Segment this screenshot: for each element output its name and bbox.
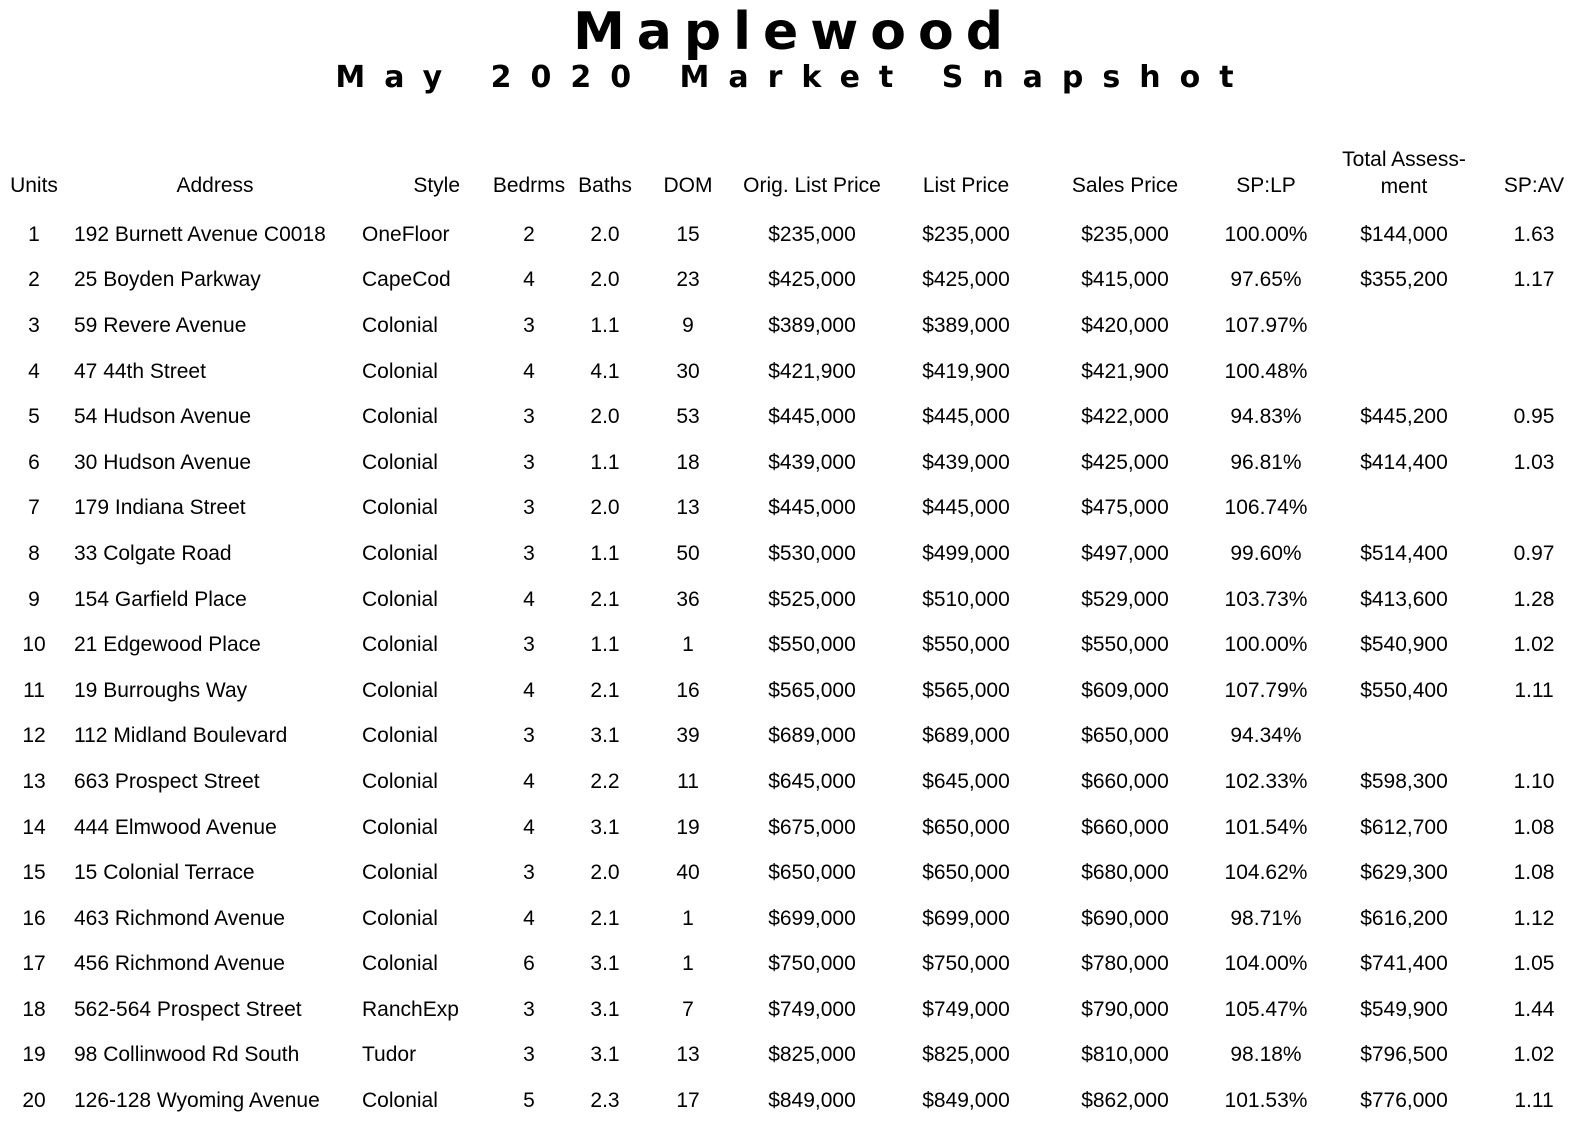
baths-cell: 2.0 xyxy=(590,496,620,520)
list-price-cell: $750,000 xyxy=(922,952,1010,976)
total-assessment-cell: $741,400 xyxy=(1360,952,1448,976)
total-assessment-cell: $144,000 xyxy=(1360,222,1448,246)
sales-price-cell: $425,000 xyxy=(1081,450,1169,474)
dom-cell: 17 xyxy=(676,1089,700,1113)
baths-cell: 1.1 xyxy=(590,541,620,565)
sp-lp-cell: 101.54% xyxy=(1224,815,1308,839)
sp-av-cell xyxy=(1480,303,1588,349)
address-cell: 21 Edgewood Place xyxy=(74,633,261,657)
orig-list-price-cell: $445,000 xyxy=(768,405,856,429)
address-cell: 663 Prospect Street xyxy=(74,769,260,793)
column-header-total-assessment xyxy=(1328,128,1480,212)
address-cell: 59 Revere Avenue xyxy=(74,313,247,337)
bedrooms-cell: 4 xyxy=(523,769,535,793)
orig-list-price-cell: $425,000 xyxy=(768,268,856,292)
list-price-cell: $425,000 xyxy=(922,268,1010,292)
list-price-cell: $825,000 xyxy=(922,1043,1010,1067)
bedrooms-cell: 2 xyxy=(523,222,535,246)
list-price-cell: $699,000 xyxy=(922,906,1010,930)
column-header-dom: DOM xyxy=(663,174,713,197)
dom-cell: 30 xyxy=(676,359,700,383)
style-cell: Colonial xyxy=(362,587,438,611)
style-cell: RanchExp xyxy=(362,997,459,1021)
list-price-cell: $510,000 xyxy=(922,587,1010,611)
address-cell: 47 44th Street xyxy=(74,359,206,383)
sp-lp-cell: 106.74% xyxy=(1224,496,1308,520)
address-cell: 562-564 Prospect Street xyxy=(74,997,302,1021)
unit-cell: 20 xyxy=(22,1089,46,1113)
table-row xyxy=(0,1078,1588,1124)
column-header-list-price: List Price xyxy=(922,174,1010,197)
baths-cell: 2.0 xyxy=(590,405,620,429)
sp-av-cell: 1.28 xyxy=(1513,587,1555,611)
style-cell: Colonial xyxy=(362,633,438,657)
sales-price-cell: $810,000 xyxy=(1081,1043,1169,1067)
orig-list-price-cell: $825,000 xyxy=(768,1043,856,1067)
sales-price-cell: $862,000 xyxy=(1081,1089,1169,1113)
bedrooms-cell: 4 xyxy=(523,906,535,930)
address-cell: 33 Colgate Road xyxy=(74,541,232,565)
bedrooms-cell: 3 xyxy=(523,997,535,1021)
style-cell: Colonial xyxy=(362,359,438,383)
address-cell: 154 Garfield Place xyxy=(74,587,247,611)
table-row xyxy=(0,531,1588,577)
address-cell: 30 Hudson Avenue xyxy=(74,450,252,474)
bedrooms-cell: 3 xyxy=(523,313,535,337)
address-cell: 54 Hudson Avenue xyxy=(74,405,252,429)
total-assessment-cell: $445,200 xyxy=(1360,405,1448,429)
orig-list-price-cell: $445,000 xyxy=(768,496,856,520)
orig-list-price-cell: $235,000 xyxy=(768,222,856,246)
baths-cell: 3.1 xyxy=(590,815,620,839)
sp-av-cell: 1.63 xyxy=(1513,222,1555,246)
style-cell: Colonial xyxy=(362,769,438,793)
total-assessment-line-2: ment xyxy=(1380,175,1428,198)
unit-cell: 7 xyxy=(28,496,40,520)
baths-cell: 3.1 xyxy=(590,1043,620,1067)
sp-av-cell: 1.03 xyxy=(1513,450,1555,474)
sales-price-cell: $235,000 xyxy=(1081,222,1169,246)
total-assessment-cell: $616,200 xyxy=(1360,906,1448,930)
bedrooms-cell: 3 xyxy=(523,1043,535,1067)
sp-lp-cell: 107.97% xyxy=(1224,313,1308,337)
style-cell: Colonial xyxy=(362,1089,438,1113)
column-header-bedrooms: Bedrms xyxy=(492,174,566,197)
sp-av-cell: 1.12 xyxy=(1513,906,1555,930)
total-assessment-cell: $355,200 xyxy=(1360,268,1448,292)
page-subtitle: May 2020 Market Snapshot xyxy=(335,60,1253,95)
table-row xyxy=(0,258,1588,304)
unit-cell: 9 xyxy=(28,587,40,611)
dom-cell: 50 xyxy=(676,541,700,565)
table-row xyxy=(0,714,1588,760)
table-row xyxy=(0,987,1588,1033)
dom-cell: 1 xyxy=(682,633,694,657)
unit-cell: 12 xyxy=(22,724,46,748)
orig-list-price-cell: $689,000 xyxy=(768,724,856,748)
list-price-cell: $650,000 xyxy=(922,815,1010,839)
sales-price-cell: $609,000 xyxy=(1081,678,1169,702)
unit-cell: 19 xyxy=(22,1043,46,1067)
dom-cell: 40 xyxy=(676,861,700,885)
unit-cell: 18 xyxy=(22,997,46,1021)
sp-av-cell: 0.97 xyxy=(1513,541,1555,565)
bedrooms-cell: 4 xyxy=(523,678,535,702)
style-cell: Tudor xyxy=(362,1043,417,1067)
list-price-cell: $235,000 xyxy=(922,222,1010,246)
sp-lp-cell: 94.83% xyxy=(1230,405,1302,429)
sp-av-cell: 1.02 xyxy=(1513,1043,1555,1067)
total-assessment-cell xyxy=(1328,349,1480,395)
dom-cell: 23 xyxy=(676,268,700,292)
table-row xyxy=(0,805,1588,851)
unit-cell: 6 xyxy=(28,450,40,474)
orig-list-price-cell: $439,000 xyxy=(768,450,856,474)
baths-cell: 2.0 xyxy=(590,222,620,246)
unit-cell: 8 xyxy=(28,541,40,565)
page-title: Maplewood xyxy=(573,2,1015,62)
orig-list-price-cell: $645,000 xyxy=(768,769,856,793)
table-row xyxy=(0,303,1588,349)
total-assessment-line-1: Total Assess- xyxy=(1342,148,1466,171)
sp-av-cell: 1.44 xyxy=(1513,997,1555,1021)
sp-lp-cell: 94.34% xyxy=(1230,724,1302,748)
total-assessment-cell: $549,900 xyxy=(1360,997,1448,1021)
unit-cell: 13 xyxy=(22,769,46,793)
column-header-baths: Baths xyxy=(578,174,632,197)
sp-av-cell: 1.10 xyxy=(1513,769,1555,793)
sp-lp-cell: 107.79% xyxy=(1224,678,1308,702)
orig-list-price-cell: $849,000 xyxy=(768,1089,856,1113)
sales-price-cell: $690,000 xyxy=(1081,906,1169,930)
style-cell: Colonial xyxy=(362,861,438,885)
address-cell: 463 Richmond Avenue xyxy=(74,906,285,930)
bedrooms-cell: 3 xyxy=(523,861,535,885)
sales-price-cell: $497,000 xyxy=(1081,541,1169,565)
address-cell: 112 Midland Boulevard xyxy=(74,724,288,748)
dom-cell: 15 xyxy=(676,222,700,246)
total-assessment-cell: $629,300 xyxy=(1360,861,1448,885)
sp-lp-cell: 100.48% xyxy=(1224,359,1308,383)
sales-price-cell: $529,000 xyxy=(1081,587,1169,611)
sp-av-cell: 1.08 xyxy=(1513,815,1555,839)
sp-av-cell: 1.05 xyxy=(1513,952,1555,976)
style-cell: Colonial xyxy=(362,678,438,702)
dom-cell: 19 xyxy=(676,815,700,839)
total-assessment-cell xyxy=(1328,303,1480,349)
baths-cell: 3.1 xyxy=(590,997,620,1021)
orig-list-price-cell: $650,000 xyxy=(768,861,856,885)
unit-cell: 3 xyxy=(28,313,40,337)
unit-cell: 4 xyxy=(28,359,40,383)
sp-lp-cell: 100.00% xyxy=(1224,222,1308,246)
baths-cell: 1.1 xyxy=(590,633,620,657)
total-assessment-cell: $540,900 xyxy=(1360,633,1448,657)
list-price-cell: $645,000 xyxy=(922,769,1010,793)
header-row xyxy=(0,128,1588,212)
list-price-cell: $389,000 xyxy=(922,313,1010,337)
baths-cell: 1.1 xyxy=(590,450,620,474)
total-assessment-cell: $796,500 xyxy=(1360,1043,1448,1067)
list-price-cell: $849,000 xyxy=(922,1089,1010,1113)
orig-list-price-cell: $525,000 xyxy=(768,587,856,611)
sp-av-cell xyxy=(1480,714,1588,760)
column-header-sales-price: Sales Price xyxy=(1071,174,1179,197)
sp-lp-cell: 102.33% xyxy=(1224,769,1308,793)
sp-av-cell: 1.17 xyxy=(1513,268,1555,292)
table-row xyxy=(0,1033,1588,1079)
unit-cell: 11 xyxy=(23,678,45,702)
dom-cell: 9 xyxy=(682,313,694,337)
bedrooms-cell: 3 xyxy=(523,633,535,657)
baths-cell: 2.1 xyxy=(590,906,620,930)
baths-cell: 2.3 xyxy=(590,1089,620,1113)
style-cell: Colonial xyxy=(362,496,438,520)
dom-cell: 13 xyxy=(676,1043,700,1067)
table-row xyxy=(0,440,1588,486)
sales-price-cell: $422,000 xyxy=(1081,405,1169,429)
sp-av-cell: 1.02 xyxy=(1513,633,1555,657)
sp-av-cell xyxy=(1480,486,1588,532)
total-assessment-cell: $413,600 xyxy=(1360,587,1448,611)
table-row xyxy=(0,850,1588,896)
bedrooms-cell: 3 xyxy=(523,450,535,474)
baths-cell: 2.0 xyxy=(590,861,620,885)
column-header-address: Address xyxy=(176,174,254,197)
bedrooms-cell: 6 xyxy=(523,952,535,976)
style-cell: CapeCod xyxy=(362,268,451,292)
list-price-cell: $499,000 xyxy=(922,541,1010,565)
total-assessment-cell: $514,400 xyxy=(1360,541,1448,565)
sales-price-cell: $420,000 xyxy=(1081,313,1169,337)
unit-cell: 1 xyxy=(28,222,40,246)
dom-cell: 18 xyxy=(676,450,700,474)
address-cell: 15 Colonial Terrace xyxy=(74,861,255,885)
bedrooms-cell: 3 xyxy=(523,496,535,520)
style-cell: Colonial xyxy=(362,952,438,976)
table-row xyxy=(0,896,1588,942)
baths-cell: 2.1 xyxy=(590,678,620,702)
sales-price-cell: $660,000 xyxy=(1081,815,1169,839)
list-price-cell: $565,000 xyxy=(922,678,1010,702)
unit-cell: 17 xyxy=(22,952,46,976)
address-cell: 98 Collinwood Rd South xyxy=(74,1043,300,1067)
address-cell: 444 Elmwood Avenue xyxy=(74,815,277,839)
address-cell: 179 Indiana Street xyxy=(74,496,246,520)
bedrooms-cell: 4 xyxy=(523,815,535,839)
table-row xyxy=(0,349,1588,395)
column-header-sp-av: SP:AV xyxy=(1503,174,1565,197)
orig-list-price-cell: $421,900 xyxy=(768,359,856,383)
address-cell: 25 Boyden Parkway xyxy=(74,268,261,292)
style-cell: Colonial xyxy=(362,450,438,474)
bedrooms-cell: 3 xyxy=(523,724,535,748)
bedrooms-cell: 5 xyxy=(523,1089,535,1113)
sales-price-cell: $790,000 xyxy=(1081,997,1169,1021)
table-row xyxy=(0,577,1588,623)
sales-price-cell: $475,000 xyxy=(1081,496,1169,520)
address-cell: 19 Burroughs Way xyxy=(74,678,248,702)
column-header-units: Units xyxy=(10,174,58,197)
sp-lp-cell: 99.60% xyxy=(1230,541,1302,565)
column-header-style: Style xyxy=(413,174,460,197)
table-row xyxy=(0,759,1588,805)
orig-list-price-cell: $749,000 xyxy=(768,997,856,1021)
style-cell: Colonial xyxy=(362,405,438,429)
list-price-cell: $419,900 xyxy=(922,359,1010,383)
sp-av-cell: 1.11 xyxy=(1514,678,1554,702)
baths-cell: 4.1 xyxy=(590,359,620,383)
style-cell: Colonial xyxy=(362,541,438,565)
orig-list-price-cell: $675,000 xyxy=(768,815,856,839)
total-assessment-cell: $598,300 xyxy=(1360,769,1448,793)
sp-lp-cell: 98.18% xyxy=(1230,1043,1302,1067)
unit-cell: 14 xyxy=(22,815,46,839)
orig-list-price-cell: $699,000 xyxy=(768,906,856,930)
address-cell: 192 Burnett Avenue C0018 xyxy=(74,222,326,246)
total-assessment-cell xyxy=(1328,486,1480,532)
orig-list-price-cell: $530,000 xyxy=(768,541,856,565)
table-row xyxy=(0,668,1588,714)
sales-price-cell: $415,000 xyxy=(1081,268,1169,292)
dom-cell: 1 xyxy=(682,906,694,930)
orig-list-price-cell: $565,000 xyxy=(768,678,856,702)
unit-cell: 16 xyxy=(22,906,46,930)
dom-cell: 11 xyxy=(677,769,699,793)
bedrooms-cell: 4 xyxy=(523,587,535,611)
unit-cell: 10 xyxy=(22,633,46,657)
address-cell: 126-128 Wyoming Avenue xyxy=(74,1089,320,1113)
style-cell: Colonial xyxy=(362,906,438,930)
bedrooms-cell: 4 xyxy=(523,268,535,292)
style-cell: Colonial xyxy=(362,724,438,748)
total-assessment-cell: $776,000 xyxy=(1360,1089,1448,1113)
column-header-sp-lp: SP:LP xyxy=(1236,174,1296,197)
bedrooms-cell: 4 xyxy=(523,359,535,383)
table-row xyxy=(0,622,1588,668)
column-header-orig-list-price: Orig. List Price xyxy=(743,174,881,197)
sp-av-cell: 1.08 xyxy=(1513,861,1555,885)
table-row xyxy=(0,394,1588,440)
baths-cell: 2.1 xyxy=(590,587,620,611)
dom-cell: 53 xyxy=(676,405,700,429)
sp-lp-cell: 101.53% xyxy=(1224,1089,1308,1113)
unit-cell: 15 xyxy=(22,861,46,885)
sp-lp-cell: 104.62% xyxy=(1224,861,1308,885)
table-row xyxy=(0,942,1588,988)
list-price-cell: $445,000 xyxy=(922,405,1010,429)
sp-lp-cell: 103.73% xyxy=(1224,587,1308,611)
table-row xyxy=(0,486,1588,532)
orig-list-price-cell: $750,000 xyxy=(768,952,856,976)
list-price-cell: $445,000 xyxy=(922,496,1010,520)
sp-av-cell: 0.95 xyxy=(1513,405,1555,429)
bedrooms-cell: 3 xyxy=(523,541,535,565)
sales-price-cell: $680,000 xyxy=(1081,861,1169,885)
sp-lp-cell: 98.71% xyxy=(1230,906,1302,930)
total-assessment-cell xyxy=(1328,714,1480,760)
dom-cell: 13 xyxy=(676,496,700,520)
market-snapshot-table xyxy=(0,128,1588,1124)
orig-list-price-cell: $550,000 xyxy=(768,633,856,657)
dom-cell: 7 xyxy=(682,997,694,1021)
baths-cell: 1.1 xyxy=(590,313,620,337)
sales-price-cell: $650,000 xyxy=(1081,724,1169,748)
sp-lp-cell: 97.65% xyxy=(1230,268,1302,292)
list-price-cell: $439,000 xyxy=(922,450,1010,474)
list-price-cell: $650,000 xyxy=(922,861,1010,885)
style-cell: Colonial xyxy=(362,815,438,839)
dom-cell: 36 xyxy=(676,587,700,611)
dom-cell: 1 xyxy=(682,952,694,976)
sales-price-cell: $660,000 xyxy=(1081,769,1169,793)
baths-cell: 3.1 xyxy=(590,724,620,748)
sp-lp-cell: 96.81% xyxy=(1230,450,1302,474)
style-cell: OneFloor xyxy=(362,222,450,246)
style-cell: Colonial xyxy=(362,313,438,337)
address-cell: 456 Richmond Avenue xyxy=(74,952,285,976)
table-row xyxy=(0,212,1588,258)
sp-av-cell: 1.11 xyxy=(1514,1089,1554,1113)
total-assessment-cell: $414,400 xyxy=(1360,450,1448,474)
bedrooms-cell: 3 xyxy=(523,405,535,429)
baths-cell: 2.0 xyxy=(590,268,620,292)
sp-av-cell xyxy=(1480,349,1588,395)
dom-cell: 39 xyxy=(676,724,700,748)
unit-cell: 2 xyxy=(28,268,40,292)
baths-cell: 3.1 xyxy=(590,952,620,976)
sp-lp-cell: 104.00% xyxy=(1224,952,1308,976)
sp-lp-cell: 100.00% xyxy=(1224,633,1308,657)
sales-price-cell: $550,000 xyxy=(1081,633,1169,657)
list-price-cell: $550,000 xyxy=(922,633,1010,657)
sales-price-cell: $780,000 xyxy=(1081,952,1169,976)
orig-list-price-cell: $389,000 xyxy=(768,313,856,337)
baths-cell: 2.2 xyxy=(590,769,620,793)
list-price-cell: $749,000 xyxy=(922,997,1010,1021)
list-price-cell: $689,000 xyxy=(922,724,1010,748)
total-assessment-cell: $550,400 xyxy=(1360,678,1448,702)
sp-lp-cell: 105.47% xyxy=(1224,997,1308,1021)
sales-price-cell: $421,900 xyxy=(1081,359,1169,383)
unit-cell: 5 xyxy=(28,405,40,429)
total-assessment-cell: $612,700 xyxy=(1360,815,1448,839)
dom-cell: 16 xyxy=(676,678,700,702)
